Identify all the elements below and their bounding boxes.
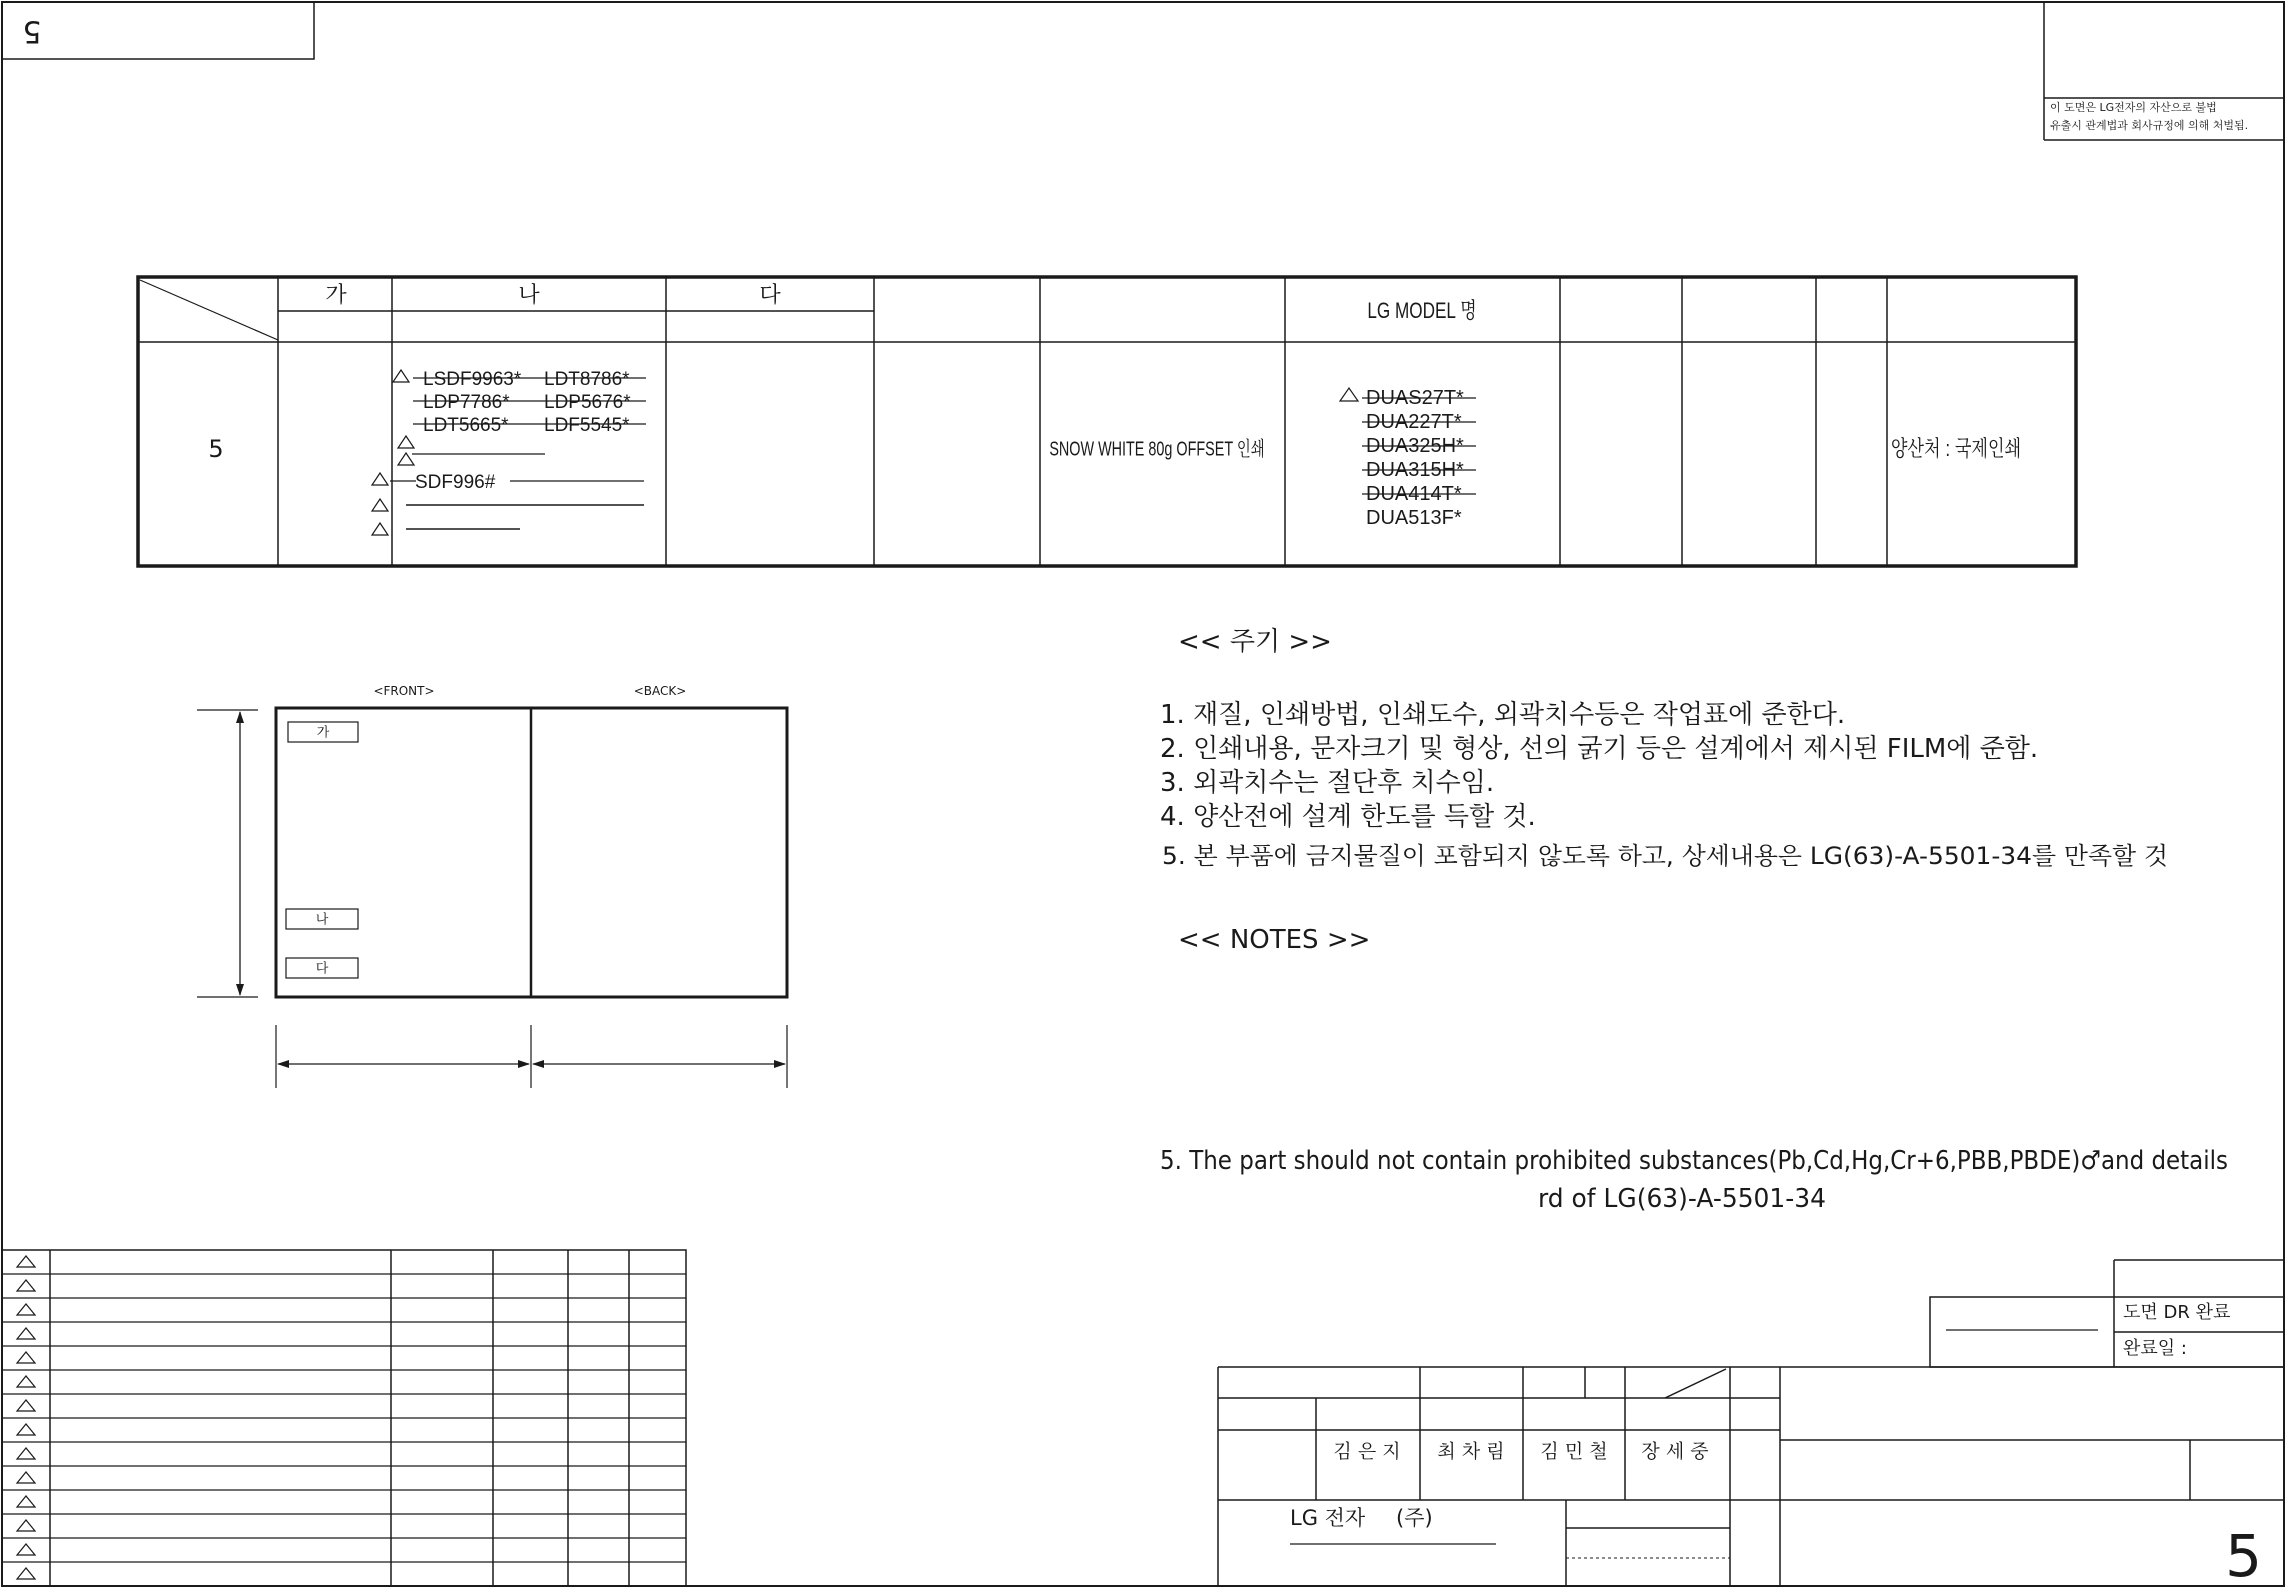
label-diagram (197, 684, 787, 1088)
revision-triangle-icon (17, 1496, 35, 1507)
copyright-line-2: 유출시 관계법과 회사규정에 의해 처벌됨. (2050, 119, 2249, 132)
revision-triangle-icon (17, 1472, 35, 1483)
note-kr-1: 1. 재질, 인쇄방법, 인쇄도수, 외곽치수등은 작업표에 준한다. (1160, 700, 1846, 730)
model-ldp7786: LDP7786* (423, 392, 510, 413)
revision-triangle-icon (17, 1328, 35, 1339)
lg-models-list (1340, 387, 1476, 529)
revision-triangle-icon (393, 370, 409, 382)
note-kr-3: 3. 외곽치수는 절단후 치수임. (1160, 768, 1495, 798)
col-header-lg-model: LG MODEL 명 (1367, 298, 1477, 324)
note-en-line-2: rd of LG(63)-A-5501-34 (1538, 1184, 1826, 1214)
company-name: LG 전자 (1290, 1506, 1366, 1530)
revision-triangle-icon (1340, 388, 1358, 401)
revision-triangle-icon (17, 1448, 35, 1459)
signer-designer: 김 은 지 (1333, 1440, 1401, 1463)
models-na-list (372, 369, 646, 535)
lg-model-5: DUA513F* (1366, 507, 1462, 529)
lg-model-4: DUA414T* (1366, 483, 1462, 505)
signer-checker: 김 민 철 (1540, 1440, 1608, 1463)
tag-ga: 가 (316, 725, 330, 741)
supplier: 양산처 : 국제인쇄 (1890, 436, 2022, 462)
lg-model-1: DUA227T* (1366, 411, 1462, 433)
material-spec: SNOW WHITE 80g OFFSET 인쇄 (1049, 436, 1265, 460)
tag-na: 나 (315, 912, 329, 928)
notes-korean (1160, 627, 2168, 870)
title-block (1218, 1260, 2284, 1588)
revision-triangle-icon (17, 1568, 35, 1579)
done-date-label: 완료일 : (2123, 1338, 2187, 1359)
col-header-da: 다 (759, 283, 781, 308)
revision-triangle-icon (17, 1304, 35, 1315)
copyright-line-1: 이 도면은 LG전자의 자산으로 불법 (2050, 101, 2217, 114)
revision-triangle-icon (17, 1520, 35, 1531)
note-kr-2: 2. 인쇄내용, 문자크기 및 형상, 선의 굵기 등은 설계에서 제시된 FILM에 준함. (1160, 734, 2039, 764)
model-ldt8786: LDT8786* (544, 369, 630, 390)
sheet-tab (2, 2, 314, 59)
col-header-ga: 가 (325, 283, 347, 308)
revision-triangle-icon (17, 1376, 35, 1387)
revision-triangle-icon (17, 1544, 35, 1555)
model-ldf5545: LDF5545* (544, 415, 630, 436)
back-label: <BACK> (633, 684, 687, 698)
copyright-box (2044, 2, 2284, 140)
front-label: <FRONT> (373, 684, 435, 698)
revision-table (2, 1250, 686, 1586)
revision-triangle-icon (17, 1280, 35, 1291)
revision-triangle-icon (398, 436, 414, 448)
notes-english (1160, 925, 2228, 1214)
company-suffix: (주) (1396, 1506, 1433, 1530)
col-header-na: 나 (518, 283, 540, 308)
lg-model-0: DUAS27T* (1366, 387, 1464, 409)
lg-model-2: DUA325H* (1366, 435, 1464, 457)
lg-model-3: DUA315H* (1366, 459, 1464, 481)
note-kr-4: 4. 양산전에 설계 한도를 득할 것. (1160, 802, 1536, 832)
notes-kr-title: << 주기 >> (1178, 627, 1332, 657)
model-ldp5676: LDP5676* (544, 392, 631, 413)
spec-table (138, 277, 2076, 566)
model-sdf996: SDF996# (415, 472, 496, 493)
sheet-border (2, 2, 2284, 1586)
note-en-line-1: 5. The part should not contain prohibited substances(Pb,Cd,Hg,Cr+6,PBB,PBDE)♂and details (1160, 1146, 2228, 1176)
dr-done-label: 도면 DR 완료 (2123, 1302, 2231, 1323)
row-number: 5 (208, 435, 224, 463)
header-diagonal (140, 280, 278, 340)
revision-triangle-icon (372, 499, 388, 511)
tag-da: 다 (315, 961, 329, 977)
revision-triangle-icon (398, 453, 414, 465)
signer-drafter: 최 차 림 (1437, 1440, 1505, 1463)
revision-triangle-icon (17, 1400, 35, 1411)
sheet-number: 5 (2225, 1522, 2262, 1588)
note-kr-5: 5. 본 부품에 금지물질이 포함되지 않도록 하고, 상세내용은 LG(63)-A-5501-34를 만족할 것 (1162, 842, 2168, 870)
model-ldt5665: LDT5665* (423, 415, 509, 436)
revision-triangle-icon (372, 523, 388, 535)
revision-triangle-icon (17, 1352, 35, 1363)
model-lsdf9963: LSDF9963* (423, 369, 522, 390)
notes-en-title: << NOTES >> (1178, 925, 1371, 955)
signer-approver: 장 세 중 (1641, 1440, 1709, 1463)
revision-triangle-icon (17, 1424, 35, 1435)
revision-triangle-icon (372, 473, 388, 485)
sheet-tab-number: 5 (22, 13, 42, 49)
revision-triangle-icon (17, 1256, 35, 1267)
